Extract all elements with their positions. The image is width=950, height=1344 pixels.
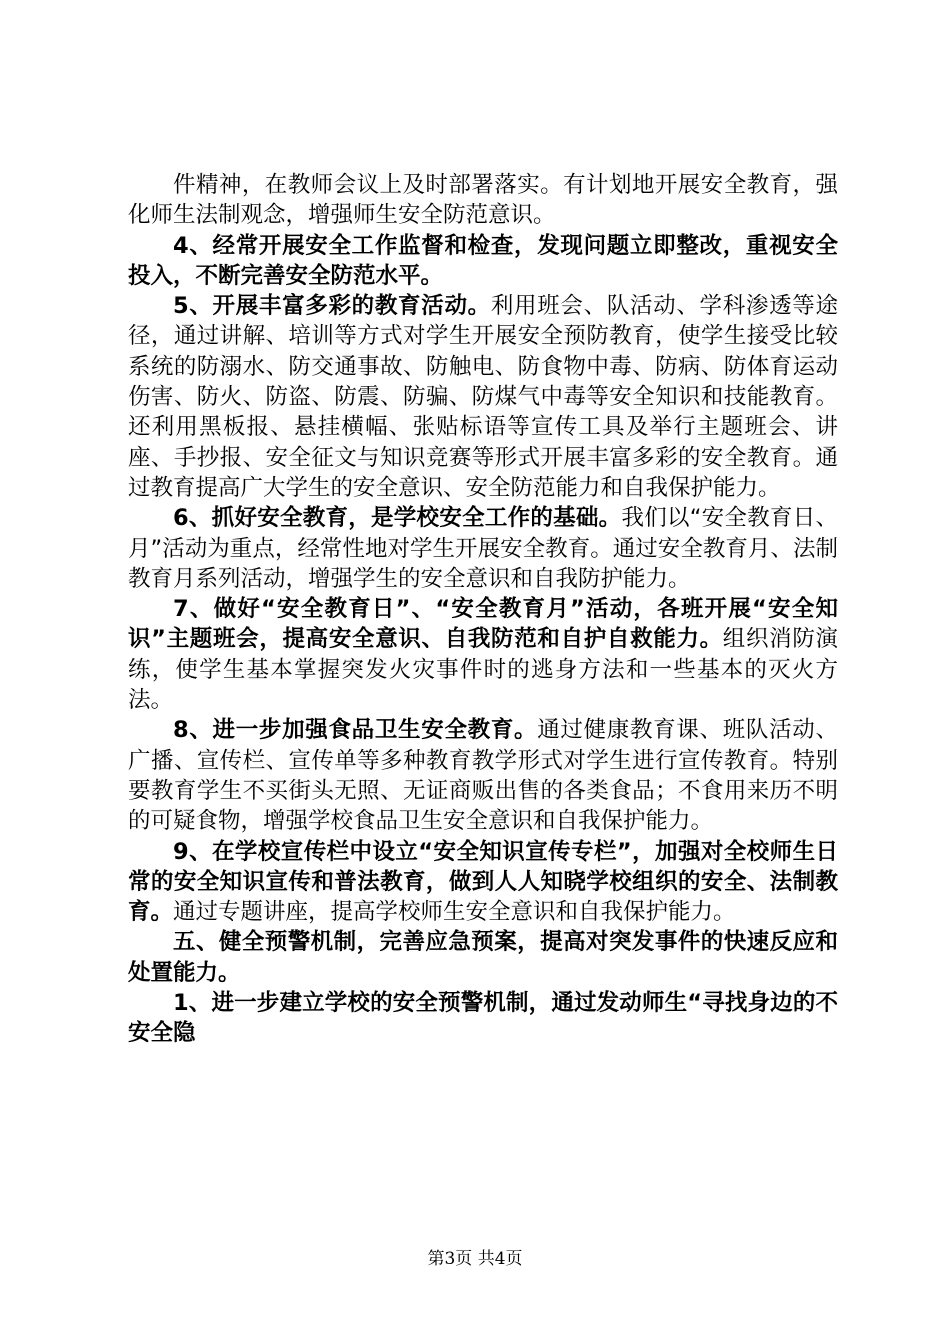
paragraph-7: 9、在学校宣传栏中设立“安全知识宣传专栏”，加强对全校师生日常的安全知识宣传和普法教育，做到人人知晓学校组织的安全、法制教育。通过专题讲座，提高学校师生安全意识和自我保护能力。 — [128, 838, 838, 926]
paragraph-9: 1、进一步建立学校的安全预警机制，通过发动师生“寻找身边的不安全隐 — [128, 990, 838, 1047]
paragraph-2: 4、经常开展安全工作监督和检查，发现问题立即整改，重视安全投入，不断完善安全防范水平。 — [128, 232, 838, 289]
paragraph-5: 7、做好“安全教育日”、“安全教育月”活动，各班开展“安全知识”主题班会，提高安全意识、自我防范和自护自救能力。组织消防演练，使学生基本掌握突发火灾事件时的逃身方法和一些基本的灭火方法。 — [128, 596, 838, 714]
paragraph-8: 五、健全预警机制，完善应急预案，提高对突发事件的快速反应和处置能力。 — [128, 929, 838, 986]
document-body — [128, 170, 838, 1049]
paragraph-6: 8、进一步加强食品卫生安全教育。通过健康教育课、班队活动、广播、宣传栏、宣传单等多种教育教学形式对学生进行宣传教育。特别要教育学生不买街头无照、无证商贩出售的各类食品；不食用来历不明的可疑食物，增强学校食品卫生安全意识和自我保护能力。 — [128, 717, 838, 835]
page-number-footer: 第3页 共4页 — [427, 1249, 523, 1269]
paragraph-1: 件精神，在教师会议上及时部署落实。有计划地开展安全教育，强化师生法制观念，增强师生安全防范意识。 — [128, 172, 838, 229]
paragraph-4: 6、抓好安全教育，是学校安全工作的基础。我们以“安全教育日、月”活动为重点，经常性地对学生开展安全教育。通过安全教育月、法制教育月系列活动，增强学生的安全意识和自我防护能力。 — [128, 505, 838, 592]
paragraph-3: 5、开展丰富多彩的教育活动。利用班会、队活动、学科渗透等途径，通过讲解、培训等方式对学生开展安全预防教育，使学生接受比较系统的防溺水、防交通事故、防触电、防食物中毒、防病、防体育运动伤害、防火、防盗、防震、防骗、防煤气中毒等安全知识和技能教育。还利用黑板报、悬挂横幅、张贴标语等宣传工具及举行主题班会、讲座、手抄报、安全征文与知识竞赛等形式开展丰富多彩的安全教育。通过教育提高广大学生的安全意识、安全防范能力和自我保护能力。 — [128, 293, 838, 501]
